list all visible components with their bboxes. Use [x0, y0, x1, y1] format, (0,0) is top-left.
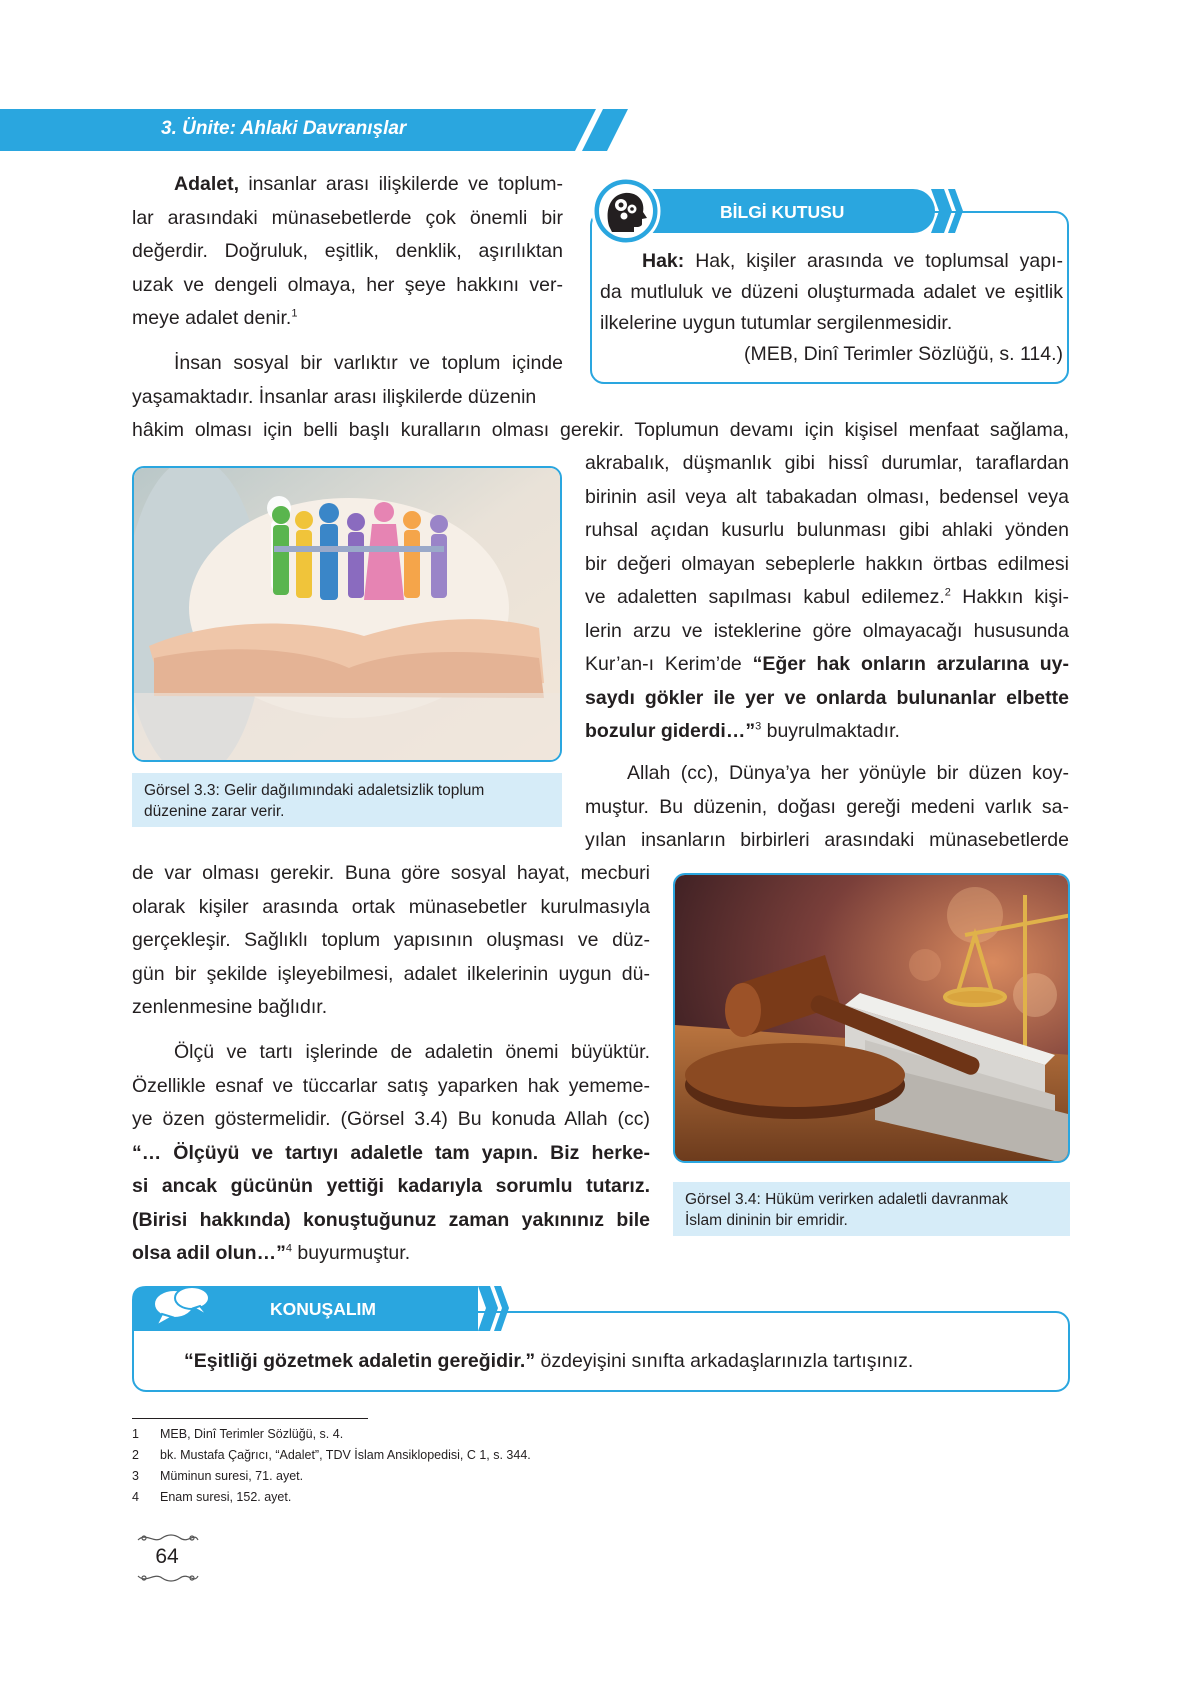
- verse-quote: “… Ölçüyü ve tartıyı adaletle tam yapın. Biz herke-: [132, 1141, 650, 1164]
- paragraph-allah-duzen: Allah (cc), Dünya’ya her yönüyle bir düzen koy- muştur. Bu düzenin, doğası gereği medeni varlık sa- yılan insanların birbirleri arasındaki münasebetlerde: [585, 762, 1069, 851]
- discussion-title: KONUŞALIM: [270, 1299, 376, 1319]
- figure-3-4-image: [673, 873, 1070, 1163]
- figure-3-3-caption: Görsel 3.3: Gelir dağılımındaki adaletsizlik toplum düzenine zarar verir.: [132, 773, 562, 827]
- figure-3-3-image: [132, 466, 562, 762]
- info-box: [590, 211, 1069, 384]
- discussion-quote: “Eşitliği gözetmek adaletin gereğidir.”: [184, 1350, 536, 1372]
- paragraph-olcu-tarti: Ölçü ve tartı işlerinde de adaletin önemi büyüktür. Özellikle esnaf ve tüccarlar satış yaparken hak yememe- ye özen göstermelidir. (Görsel 3.4) Bu konuda Allah (cc) “… Ölçüyü ve tartıyı adaletle tam yapın. Biz herke- si ancak gücünün yettiği kadarıyla sorumlu tutarız. (Birisi hakkında) konuştuğunuz zaman yakınınız bile olsa adil olun…”$^4$ buyurmuştur.: [132, 1041, 650, 1264]
- page-number-ornament: [132, 1530, 202, 1586]
- unit-header-banner: [0, 109, 630, 151]
- page-number: 64: [155, 1545, 179, 1568]
- footnote-1: 1 MEB, Dinî Terimler Sözlüğü, s. 4.: [132, 1427, 344, 1441]
- info-box-text: Hak: Hak, kişiler arasında ve toplumsal yapı- da mutluluk ve düzeni oluşturmada adalet ve eşitlik ilkelerine uygun tutumlar sergilenmesidir. (MEB, Dinî Terimler Sözlüğü, s. 114.): [600, 250, 1063, 365]
- paragraph-insan-right: akrabalık, düşmanlık gibi hissî durumlar, taraflardan birinin asil veya alt tabakadan olması, bedensel veya ruhsal açıdan kusurlu bulunması gibi ahlaki yönden bir değeri olmayan sebeplerle hakkın örtbas edilmesi ve adaletten sapılması kabul edilemez.$^2$ Hakkın kişi- lerin arzu ve isteklerine göre olmayacağı hususunda Kur’an-ı Kerim’de “Eğer hak onların arzularına uy- saydı gökler ile yer ve onlarda bulunanlar elbette bozulur giderdi…”$^3$ buyrulmaktadır.: [585, 452, 1070, 742]
- paragraph-adalet: Adalet, insanlar arası ilişkilerde ve toplum- lar arasındaki münasebetlerde çok önemli bir değerdir. Doğruluk, eşitlik, denklik, aşırılıktan uzak ve dengeli olmaya, her şeye hakkını ver- meye adalet denir.$^1$: [132, 173, 563, 329]
- footnote-ref-3: 3: [755, 720, 762, 733]
- discussion-text: “Eşitliği gözetmek adaletin gereğidir.” özdeyişini sınıfta arkadaşlarınızla tartışınız.: [184, 1350, 914, 1372]
- footnote-ref-2: 2: [944, 586, 951, 599]
- unit-title: 3. Ünite: Ahlaki Davranışlar: [161, 118, 407, 139]
- paragraph-insan: İnsan sosyal bir varlıktır ve toplum içinde yaşamaktadır. İnsanlar arası ilişkilerde düzenin: [132, 352, 563, 408]
- speech-bubbles-icon: [150, 1284, 212, 1330]
- brain-icon: [591, 176, 661, 246]
- adalet-term: Adalet,: [174, 173, 240, 195]
- figure-3-4-caption: Görsel 3.4: Hüküm verirken adaletli davranmak İslam dininin bir emridir.: [673, 1182, 1070, 1236]
- paragraph-allah-duzen-left: de var olması gerekir. Buna göre sosyal hayat, mecburi olarak kişiler arasında ortak münasebetler kurulmasıyla gerçekleşir. Sağlıklı toplum yapısının oluşması ve düz- gün bir şekilde işleyebilmesi, adalet ilkelerinin uygun dü- zenlenmesine bağlıdır.: [132, 862, 650, 1018]
- info-box-title: BİLGİ KUTUSU: [720, 202, 845, 222]
- footnotes: [132, 1424, 832, 1508]
- people-in-hands-illustration: [134, 468, 562, 762]
- gavel-scales-illustration: [675, 875, 1070, 1163]
- paragraph-insan-wide: hâkim olması için belli başlı kuralların olması gerekir. Toplumun devamı için kişisel menfaat sağlama,: [132, 419, 1069, 441]
- footnote-ref-4: 4: [285, 1242, 292, 1255]
- footnote-separator: [132, 1418, 368, 1419]
- footnote-2: 2 bk. Mustafa Çağrıcı, “Adalet”, TDV İslam Ansiklopedisi, C 1, s. 344.: [132, 1448, 531, 1462]
- footnote-3: 3 Müminun suresi, 71. ayet.: [132, 1469, 304, 1483]
- quran-quote: “Eğer hak onların arzularına uy-: [752, 653, 1070, 675]
- info-source: (MEB, Dinî Terimler Sözlüğü, s. 114.): [744, 343, 1063, 365]
- footnote-ref-1: 1: [291, 307, 298, 320]
- info-term: Hak:: [642, 250, 685, 272]
- footnote-4: 4 Enam suresi, 152. ayet.: [132, 1490, 292, 1504]
